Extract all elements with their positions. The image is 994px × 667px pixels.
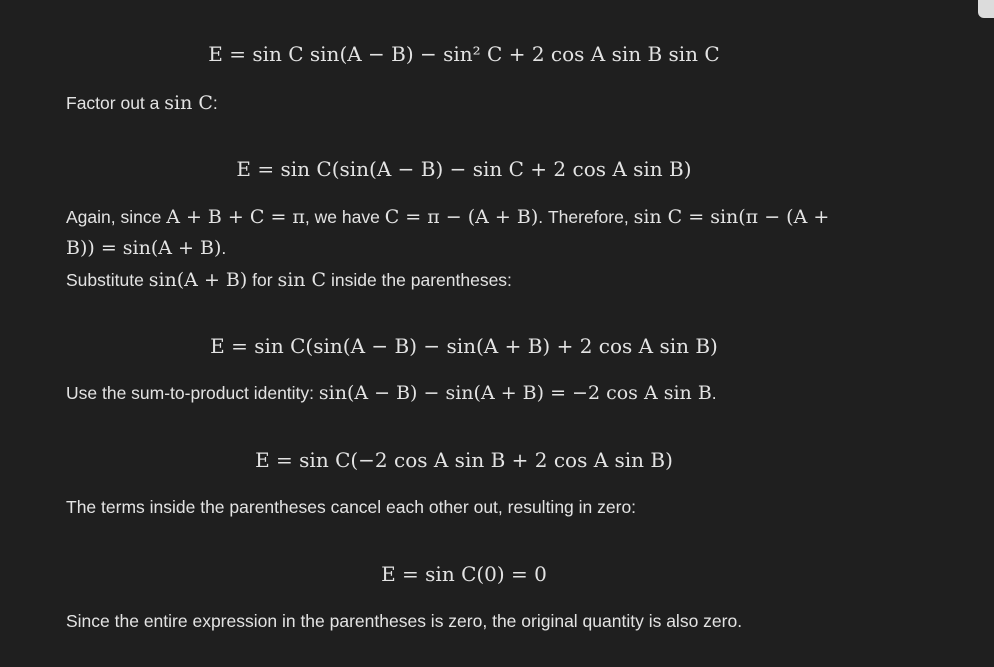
- equation-2: E = sin C(sin(A − B) − sin C + 2 cos A sin B): [236, 157, 692, 181]
- inline-math: sin(A − B) − sin(A + B) = −2 cos A sin B: [318, 382, 712, 404]
- inline-math: sin(A + B): [148, 269, 248, 291]
- inline-math: B)) = sin(A + B): [66, 237, 222, 259]
- paragraph-factor-out: [66, 91, 218, 115]
- equation-4: E = sin C(−2 cos A sin B + 2 cos A sin B): [255, 448, 673, 472]
- paragraph-text: .: [711, 383, 717, 403]
- paragraph-text: .: [221, 238, 227, 258]
- paragraph-text: inside the parentheses:: [326, 270, 512, 290]
- paragraph-text: for: [247, 270, 278, 290]
- scrollbar-thumb[interactable]: [978, 0, 994, 18]
- inline-math: sin C: [277, 269, 327, 291]
- paragraph-sum-to-product: [66, 381, 717, 405]
- inline-math: sin C: [164, 92, 213, 114]
- paragraph-terms-cancel: The terms inside the parentheses cancel each other out, resulting in zero:: [66, 497, 637, 517]
- paragraph-text: Use the sum-to-product identity:: [66, 383, 319, 403]
- paragraph-text: . Therefore,: [538, 207, 634, 227]
- inline-math: A + B + C = π: [166, 206, 305, 228]
- paragraph-again-since: [66, 205, 829, 229]
- paragraph-text: , we have: [304, 207, 385, 227]
- paragraph-text: Factor out a: [66, 93, 165, 113]
- paragraph-conclusion: Since the entire expression in the parentheses is zero, the original quantity is also zero.: [66, 611, 743, 631]
- equation-1: E = sin C sin(A − B) − sin² C + 2 cos A sin B sin C: [208, 42, 720, 66]
- inline-math: sin C = sin(π − (A +: [633, 206, 830, 228]
- inline-math: C = π − (A + B): [384, 206, 539, 228]
- paragraph-text: Again, since: [66, 207, 167, 227]
- paragraph-text: :: [212, 93, 218, 113]
- paragraph-again-since-line2: [66, 236, 226, 260]
- paragraph-text: Substitute: [66, 270, 149, 290]
- equation-3: E = sin C(sin(A − B) − sin(A + B) + 2 cos A sin B): [210, 334, 718, 358]
- paragraph-substitute: [66, 268, 512, 292]
- equation-5: E = sin C(0) = 0: [381, 562, 547, 586]
